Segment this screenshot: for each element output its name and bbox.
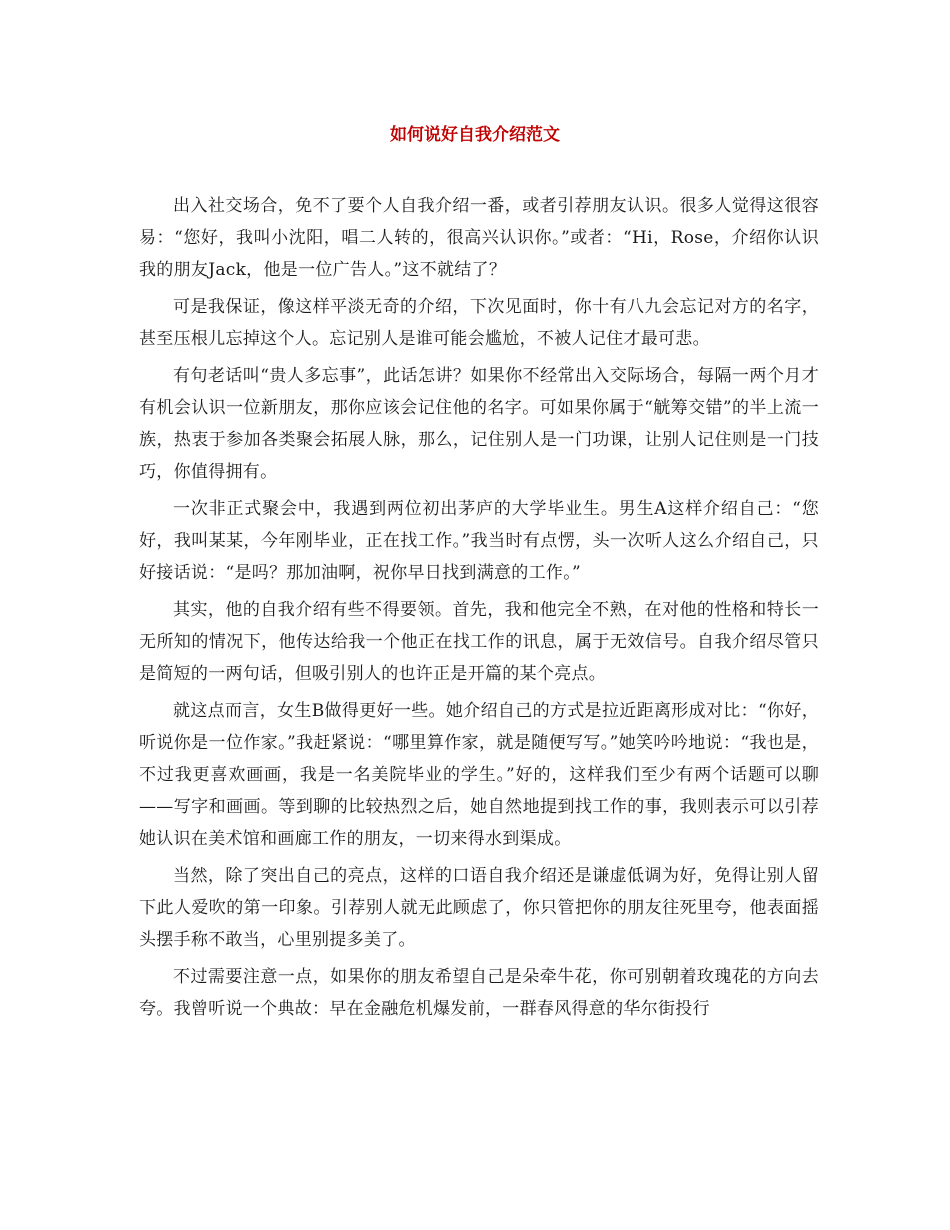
paragraph: 一次非正式聚会中，我遇到两位初出茅庐的大学毕业生。男生A这样介绍自己：“您好，我叫某某，今年刚毕业，正在找工作。”我当时有点愣，头一次听人这么介绍自己，只好接话说：“是吗？那加油啊，祝你早日找到满意的工作。” [139,499,819,583]
document-title: 如何说好自我介绍范文 [390,125,560,145]
paragraph: 可是我保证，像这样平淡无奇的介绍，下次见面时，你十有八九会忘记对方的名字，甚至压根儿忘掉这个人。忘记别人是谁可能会尴尬，不被人记住才最可悲。 [139,297,819,349]
paragraph: 不过需要注意一点，如果你的朋友希望自己是朵牵牛花，你可别朝着玫瑰花的方向去夸。我曾听说一个典故：早在金融危机爆发前，一群春风得意的华尔街投行 [139,967,819,1019]
paragraph: 出入社交场合，免不了要个人自我介绍一番，或者引荐朋友认识。很多人觉得这很容易：“您好，我叫小沈阳，唱二人转的，很高兴认识你。”或者：“Hi，Rose，介绍你认识我的朋友Jack，他是一位广告人。”这不就结了？ [139,196,819,280]
paragraph: 就这点而言，女生B做得更好一些。她介绍自己的方式是拉近距离形成对比：“你好，听说你是一位作家。”我赶紧说：“哪里算作家，就是随便写写。”她笑吟吟地说：“我也是，不过我更喜欢画画，我是一名美院毕业的学生。”好的，这样我们至少有两个话题可以聊——写字和画画。等到聊的比较热烈之后，她自然地提到找工作的事，我则表示可以引荐她认识在美术馆和画廊工作的朋友，一切来得水到渠成。 [139,701,819,849]
paragraph: 有句老话叫“贵人多忘事”，此话怎讲？如果你不经常出入交际场合，每隔一两个月才有机会认识一位新朋友，那你应该会记住他的名字。可如果你属于“觥筹交错”的半上流一族，热衷于参加各类聚会拓展人脉，那么，记住别人是一门功课，让别人记住则是一门技巧，你值得拥有。 [139,366,819,482]
paragraph: 当然，除了突出自己的亮点，这样的口语自我介绍还是谦虚低调为好，免得让别人留下此人爱吹的第一印象。引荐别人就无此顾虑了，你只管把你的朋友往死里夸，他表面摇头摆手称不敢当，心里别提多美了。 [139,866,819,950]
document-body [139,190,819,1030]
paragraph: 其实，他的自我介绍有些不得要领。首先，我和他完全不熟，在对他的性格和特长一无所知的情况下，他传达给我一个他正在找工作的讯息，属于无效信号。自我介绍尽管只是简短的一两句话，但吸引别人的也许正是开篇的某个亮点。 [139,600,819,684]
